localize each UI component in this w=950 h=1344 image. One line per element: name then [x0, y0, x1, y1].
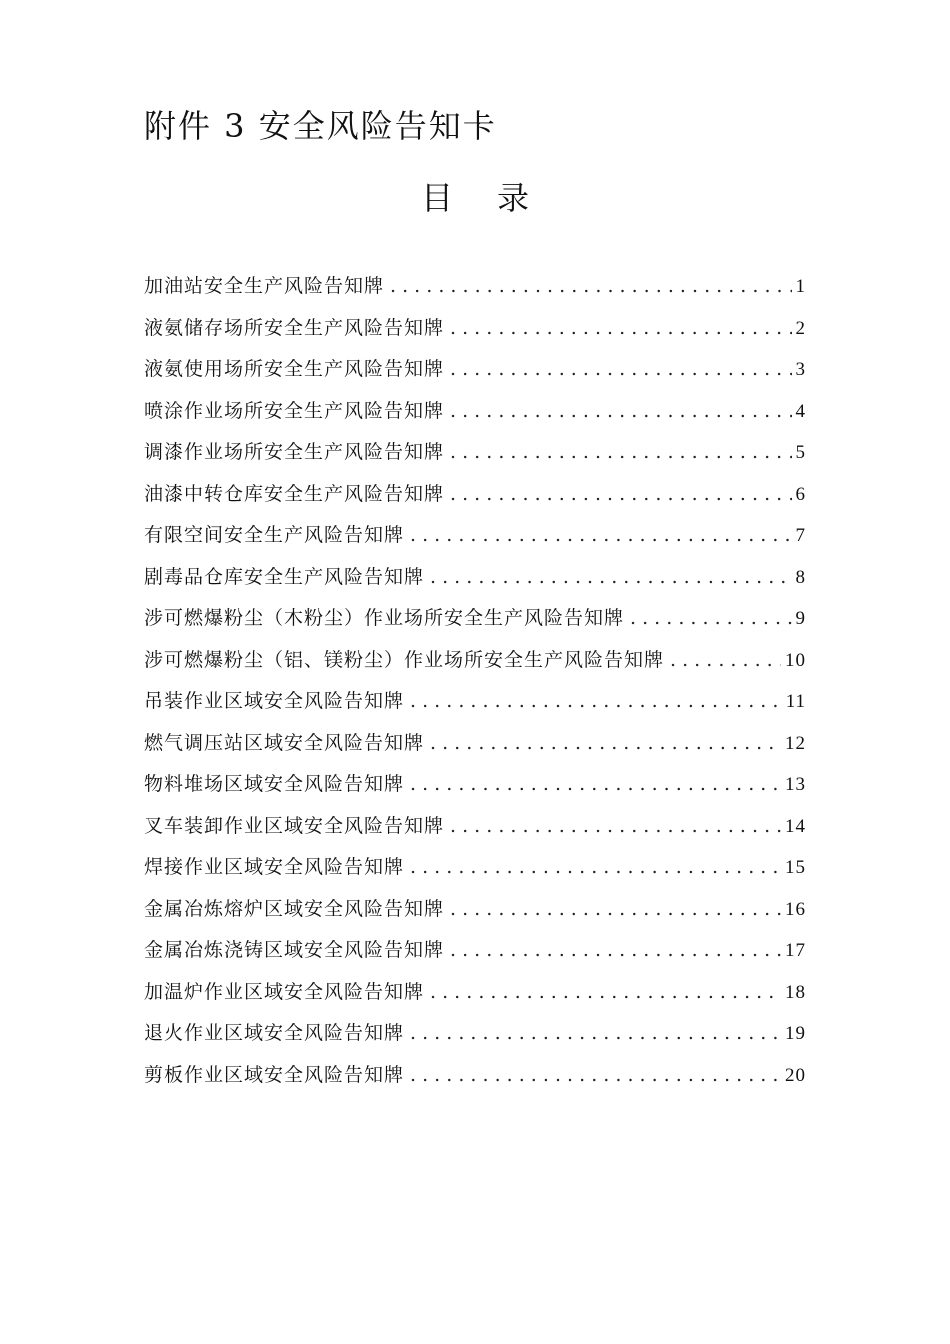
toc-entry-label: 喷涂作业场所安全生产风险告知牌	[144, 399, 445, 422]
toc-entry-page: 11	[785, 691, 806, 712]
toc-dot-leader	[630, 598, 791, 640]
toc-entry-label: 吊装作业区域安全风险告知牌	[144, 690, 405, 712]
toc-entry-14[interactable]	[144, 806, 806, 848]
toc-entry-page: 6	[795, 483, 806, 505]
toc-dot-leader	[450, 889, 781, 931]
toc-entry-6[interactable]	[144, 474, 806, 516]
toc-heading: 目录	[420, 179, 573, 217]
toc-entry-11[interactable]	[144, 681, 806, 723]
toc-entry-2[interactable]	[144, 308, 806, 350]
toc-entry-page: 12	[785, 732, 806, 754]
toc-entry-page: 8	[795, 566, 806, 588]
toc-entry-5[interactable]	[144, 432, 806, 474]
toc-dot-leader	[670, 640, 781, 682]
toc-entry-17[interactable]	[144, 930, 806, 972]
toc-dot-leader	[390, 266, 791, 308]
toc-dot-leader	[410, 681, 782, 723]
toc-entry-label: 金属冶炼浇铸区域安全风险告知牌	[144, 939, 445, 961]
toc-entry-18[interactable]	[144, 972, 806, 1014]
toc-entry-label: 剧毒品仓库安全生产风险告知牌	[144, 565, 425, 588]
toc-dot-leader	[410, 847, 781, 889]
toc-entry-label: 金属冶炼熔炉区域安全风险告知牌	[144, 897, 445, 920]
toc-entry-label: 燃气调压站区域安全风险告知牌	[144, 731, 425, 754]
toc-dot-leader	[430, 723, 781, 765]
toc-dot-leader	[450, 308, 791, 350]
toc-entry-7[interactable]	[144, 515, 806, 557]
toc-entry-page: 15	[785, 857, 806, 878]
toc-dot-leader	[430, 972, 781, 1014]
toc-entry-label: 叉车装卸作业区域安全风险告知牌	[144, 814, 445, 837]
toc-entry-page: 5	[795, 442, 806, 463]
toc-dot-leader	[450, 349, 791, 391]
toc-entry-label: 油漆中转仓库安全生产风险告知牌	[144, 482, 445, 505]
toc-entry-page: 10	[785, 649, 806, 671]
toc-entry-label: 焊接作业区域安全风险告知牌	[144, 856, 405, 878]
toc-entry-label: 有限空间安全生产风险告知牌	[144, 524, 405, 546]
toc-entry-label: 加温炉作业区域安全风险告知牌	[144, 980, 425, 1003]
toc-entry-page: 17	[785, 940, 806, 961]
toc-entry-page: 1	[795, 276, 806, 297]
toc-entry-page: 13	[785, 774, 806, 795]
toc-entry-16[interactable]	[144, 889, 806, 931]
toc-dot-leader	[450, 930, 781, 972]
toc-entry-label: 调漆作业场所安全生产风险告知牌	[144, 441, 445, 463]
table-of-contents	[144, 266, 806, 1096]
toc-entry-page: 16	[785, 898, 806, 920]
document-title: 附件 3 安全风险告知卡	[144, 107, 497, 145]
toc-entry-label: 液氨使用场所安全生产风险告知牌	[144, 358, 445, 380]
toc-entry-page: 4	[795, 400, 806, 422]
toc-entry-4[interactable]	[144, 391, 806, 433]
toc-entry-15[interactable]	[144, 847, 806, 889]
toc-dot-leader	[450, 474, 791, 516]
toc-entry-label: 涉可燃爆粉尘（木粉尘）作业场所安全生产风险告知牌	[144, 607, 625, 629]
toc-entry-19[interactable]	[144, 1013, 806, 1055]
toc-entry-20[interactable]	[144, 1055, 806, 1097]
toc-entry-label: 涉可燃爆粉尘（铝、镁粉尘）作业场所安全生产风险告知牌	[144, 648, 665, 671]
toc-dot-leader	[410, 1055, 781, 1097]
toc-entry-page: 3	[795, 359, 806, 380]
toc-dot-leader	[450, 391, 791, 433]
toc-dot-leader	[410, 1013, 781, 1055]
toc-dot-leader	[430, 557, 791, 599]
toc-entry-9[interactable]	[144, 598, 806, 640]
toc-entry-label: 液氨储存场所安全生产风险告知牌	[144, 316, 445, 339]
toc-entry-1[interactable]	[144, 266, 806, 308]
toc-entry-page: 20	[785, 1064, 806, 1086]
toc-dot-leader	[410, 764, 781, 806]
toc-entry-page: 9	[795, 608, 806, 629]
toc-entry-label: 加油站安全生产风险告知牌	[144, 275, 385, 297]
toc-entry-13[interactable]	[144, 764, 806, 806]
toc-entry-12[interactable]	[144, 723, 806, 765]
toc-entry-8[interactable]	[144, 557, 806, 599]
toc-entry-label: 物料堆场区域安全风险告知牌	[144, 773, 405, 795]
toc-entry-page: 19	[785, 1023, 806, 1044]
toc-entry-10[interactable]	[144, 640, 806, 682]
toc-entry-page: 7	[795, 525, 806, 546]
toc-entry-page: 18	[785, 981, 806, 1003]
toc-entry-label: 剪板作业区域安全风险告知牌	[144, 1063, 405, 1086]
toc-entry-page: 2	[795, 317, 806, 339]
toc-entry-label: 退火作业区域安全风险告知牌	[144, 1022, 405, 1044]
toc-dot-leader	[450, 432, 791, 474]
toc-dot-leader	[410, 515, 791, 557]
toc-dot-leader	[450, 806, 781, 848]
toc-entry-page: 14	[785, 815, 806, 837]
toc-entry-3[interactable]	[144, 349, 806, 391]
